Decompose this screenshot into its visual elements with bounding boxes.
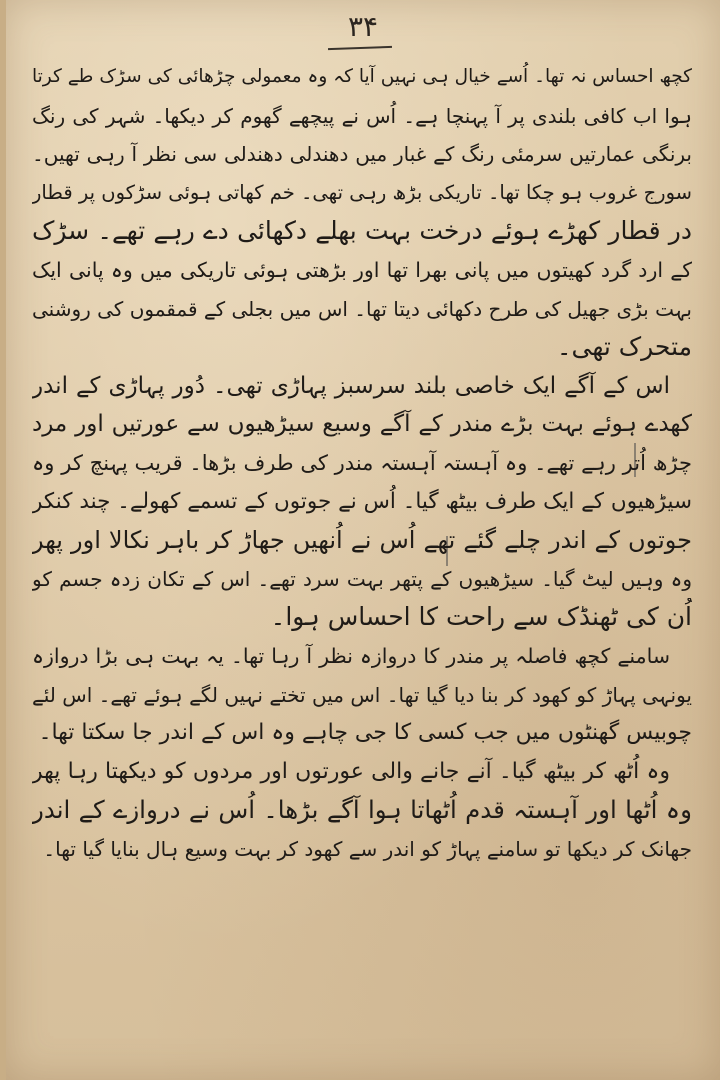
page-number: ۳۴ — [347, 10, 379, 43]
text-line: سورج غروب ہو چکا تھا۔ تاریکی بڑھ رہی تھی۔ خم کھاتی ہوئی سڑکوں پر قطار — [32, 180, 692, 204]
page-number-underline — [328, 46, 392, 50]
text-line: کچھ احساس نہ تھا۔ اُسے خیال ہی نہیں آیا کہ وہ معمولی چڑھائی کی سڑک طے کرتا — [32, 66, 692, 87]
text-line: بہت بڑی جھیل کی طرح دکھائی دیتا تھا۔ اس میں بجلی کے قمقموں کی روشنی — [32, 296, 692, 321]
text-line: کھدے ہوئے بہت بڑے مندر کے آگے وسیع سیڑھیوں سے عورتیں اور مرد — [32, 411, 692, 438]
text-body — [32, 58, 692, 868]
paragraph — [32, 637, 692, 753]
text-line: چوبیس گھنٹوں میں جب کسی کا جی چاہے وہ اس کے اندر جا سکتا تھا۔ — [38, 720, 692, 746]
text-line: برنگی عمارتیں سرمئی رنگ کے غبار میں دھندلی دھندلی سی نظر آ رہی تھیں۔ — [32, 142, 692, 167]
paragraph — [32, 367, 692, 637]
text-line: وہ اُٹھا اور آہستہ قدم اُٹھاتا ہوا آگے بڑھا۔ اُس نے دروازے کے اندر — [32, 795, 692, 825]
text-line: متحرک تھی۔ — [556, 332, 692, 362]
text-line: سیڑھیوں کے ایک طرف بیٹھ گیا۔ اُس نے جوتوں کے تسمے کھولے۔ چند کنکر — [32, 488, 692, 514]
paragraph — [32, 58, 692, 367]
text-line: جھانک کر دیکھا تو سامنے پہاڑ کو اندر سے کھود کر بہت وسیع ہال بنایا گیا تھا۔ — [43, 836, 692, 861]
text-line: سامنے کچھ فاصلہ پر مندر کا دروازہ نظر آ رہا تھا۔ یہ بہت ہی بڑا دروازہ — [32, 643, 670, 668]
text-line: جوتوں کے اندر چلے گئے تھے اُس نے اُنھیں جھاڑ کر باہر نکالا اور پھر — [32, 526, 692, 555]
paragraph — [32, 753, 692, 869]
text-line: وہ وہیں لیٹ گیا۔ سیڑھیوں کے پتھر بہت سرد تھے۔ اس کے تکان زدہ جسم کو — [32, 566, 692, 591]
text-line: یونہی پہاڑ کو کھود کر بنا دیا گیا تھا۔ اس میں تختے نہیں لگے ہوئے تھے۔ اس لئے — [32, 682, 692, 707]
text-line: چڑھ اُتر رہے تھے۔ وہ آہستہ آہستہ مندر کی طرف بڑھا۔ قریب پہنچ کر وہ — [32, 450, 692, 475]
text-line: در قطار کھڑے ہوئے درخت بہت بھلے دکھائی دے رہے تھے۔ سڑک — [32, 216, 692, 246]
text-line: کے ارد گرد کھیتوں میں پانی بھرا تھا اور بڑھتی ہوئی تاریکی میں وہ پانی ایک — [32, 257, 692, 282]
text-line: اُن کی ٹھنڈک سے راحت کا احساس ہوا۔ — [270, 602, 692, 632]
text-line: ہوا اب کافی بلندی پر آ پہنچا ہے۔ اُس نے پیچھے گھوم کر دیکھا۔ شہر کی رنگ — [32, 103, 692, 128]
text-line: اس کے آگے ایک خاصی بلند سرسبز پہاڑی تھی۔ دُور پہاڑی کے اندر — [32, 372, 670, 399]
text-line: وہ اُٹھ کر بیٹھ گیا۔ آنے جانے والی عورتوں اور مردوں کو دیکھتا رہا پھر — [32, 758, 670, 784]
